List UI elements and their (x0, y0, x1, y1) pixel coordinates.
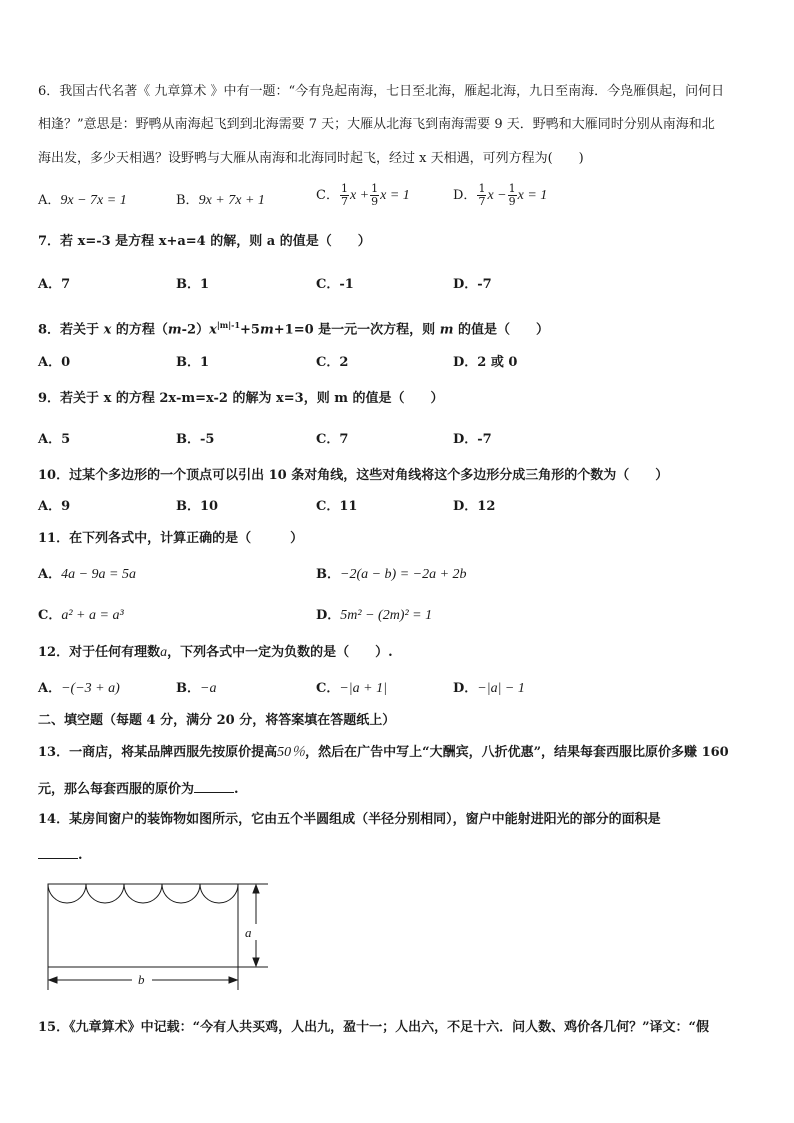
q12-option-b: B．−a (176, 681, 217, 696)
q14-line1: 14．某房间窗户的装饰物如图所示，它由五个半圆组成（半径分别相同），窗户中能射进阳光的部分的面积是 (38, 812, 661, 827)
q13-line1: 13．一商店，将某品牌西服先按原价提高50％，然后在广告中写上“大酬宾，八折优惠”，结果每套西服比原价多赚 160 (38, 745, 729, 760)
q8-stem: 8．若关于 x 的方程$(m-2)x^{|m|-1}+5m+1=0$ 是一元一次方程，则 m 的值是（ ） (38, 320, 549, 338)
dimension-a (238, 884, 268, 967)
q9-option-a: A．5 (38, 432, 71, 447)
label-b: b (138, 972, 145, 987)
q10-option-b: B．10 (176, 499, 219, 514)
fraction: $\frac{1}{9}$ (508, 182, 516, 208)
q15-line1: 15．《九章算术》中记载：“今有人共买鸡，人出九，盈十一；人出六，不足十六．问人数、鸡价各几何？”译文：“假 (38, 1020, 710, 1035)
semicircle-3 (124, 884, 162, 903)
q6-option-a: A．9x − 7x = 1 (38, 193, 127, 208)
q6-line3: 海出发，多少天相遇？设野鸭与大雁从南海和北海同时起飞，经过 x 天相遇，可列方程为( ) (38, 151, 584, 166)
fraction: $\frac{1}{7}$ (478, 182, 486, 208)
q11-option-a: A．4a − 9a = 5a (38, 567, 136, 582)
semicircle-4 (162, 884, 200, 903)
q7-option-a: A．7 (38, 277, 71, 292)
window-rectangle (48, 884, 238, 967)
semicircles (48, 884, 238, 903)
semicircle-2 (86, 884, 124, 903)
q8-option-d: D．2 或 0 (453, 355, 518, 370)
q13-line2: 元，那么每套西服的原价为 . (38, 782, 239, 797)
section-heading: 二、填空题（每题 4 分，满分 20 分，将答案填在答题纸上） (38, 713, 396, 728)
q7-stem: 7．若 x=-3 是方程 x+a=4 的解，则 a 的值是（ ） (38, 234, 371, 249)
fraction: $\frac{1}{9}$ (371, 182, 379, 208)
q14-line2: . (38, 846, 83, 865)
q7-option-b: B．1 (176, 277, 210, 292)
q8-option-c: C．2 (316, 355, 349, 370)
q9-stem: 9．若关于 x 的方程 2x-m=x-2 的解为 x=3，则 m 的值是（ ） (38, 391, 444, 406)
q10-option-a: A．9 (38, 499, 71, 514)
q6-option-b-expr: 9x + 7x + 1 (198, 193, 265, 208)
q11-option-b: B．−2(a − b) = −2a + 2b (316, 567, 467, 582)
q6-option-d: D． $\frac{1}{7}$ x − $\frac{1}{9}$ x = 1 (453, 182, 548, 208)
window-figure (40, 876, 280, 996)
semicircle-5 (200, 884, 238, 903)
q12-stem: 12．对于任何有理数a，下列各式中一定为负数的是（ ）. (38, 645, 393, 660)
q6-option-b: B．9x + 7x + 1 (176, 193, 265, 208)
q6-option-c: C． $\frac{1}{7}$ x + $\frac{1}{9}$ x = 1 (316, 182, 410, 208)
q7-option-c: C．-1 (316, 277, 354, 292)
q9-option-b: B．-5 (176, 432, 215, 447)
q12-option-c: C．−|a + 1| (316, 681, 387, 696)
q8-option-a: A．0 (38, 355, 71, 370)
q6-line1: 6．我国古代名著《 九章算术 》中有一题：“今有凫起南海，七日至北海，雁起北海，九日至南海．今凫雁俱起，问何日 (38, 84, 725, 99)
q12-option-a: A．−(−3 + a) (38, 681, 120, 696)
q10-option-c: C．11 (316, 499, 358, 514)
answer-blank[interactable] (194, 780, 234, 793)
q6-line2: 相逢？”意思是：野鸭从南海起飞到到北海需要 7 天；大雁从北海飞到南海需要 9 天．野鸭和大雁同时分别从南海和北 (38, 117, 715, 132)
q10-option-d: D．12 (453, 499, 496, 514)
q7-option-d: D．-7 (453, 277, 492, 292)
q11-stem: 11．在下列各式中，计算正确的是（ ） (38, 531, 304, 546)
answer-blank[interactable] (38, 846, 78, 859)
q11-option-c: C．a² + a = a³ (38, 608, 124, 623)
q6-option-a-expr: 9x − 7x = 1 (60, 193, 127, 208)
semicircle-1 (48, 884, 86, 903)
q11-option-d: D．5m² − (2m)² = 1 (316, 608, 433, 623)
q12-option-d: D．−|a| − 1 (453, 681, 525, 696)
q8-option-b: B．1 (176, 355, 210, 370)
q9-option-d: D．-7 (453, 432, 492, 447)
q10-stem: 10．过某个多边形的一个顶点可以引出 10 条对角线，这些对角线将这个多边形分成三角形的个数为（ ） (38, 468, 669, 483)
fraction: $\frac{1}{7}$ (340, 182, 348, 208)
label-a: a (245, 925, 252, 940)
q9-option-c: C．7 (316, 432, 349, 447)
